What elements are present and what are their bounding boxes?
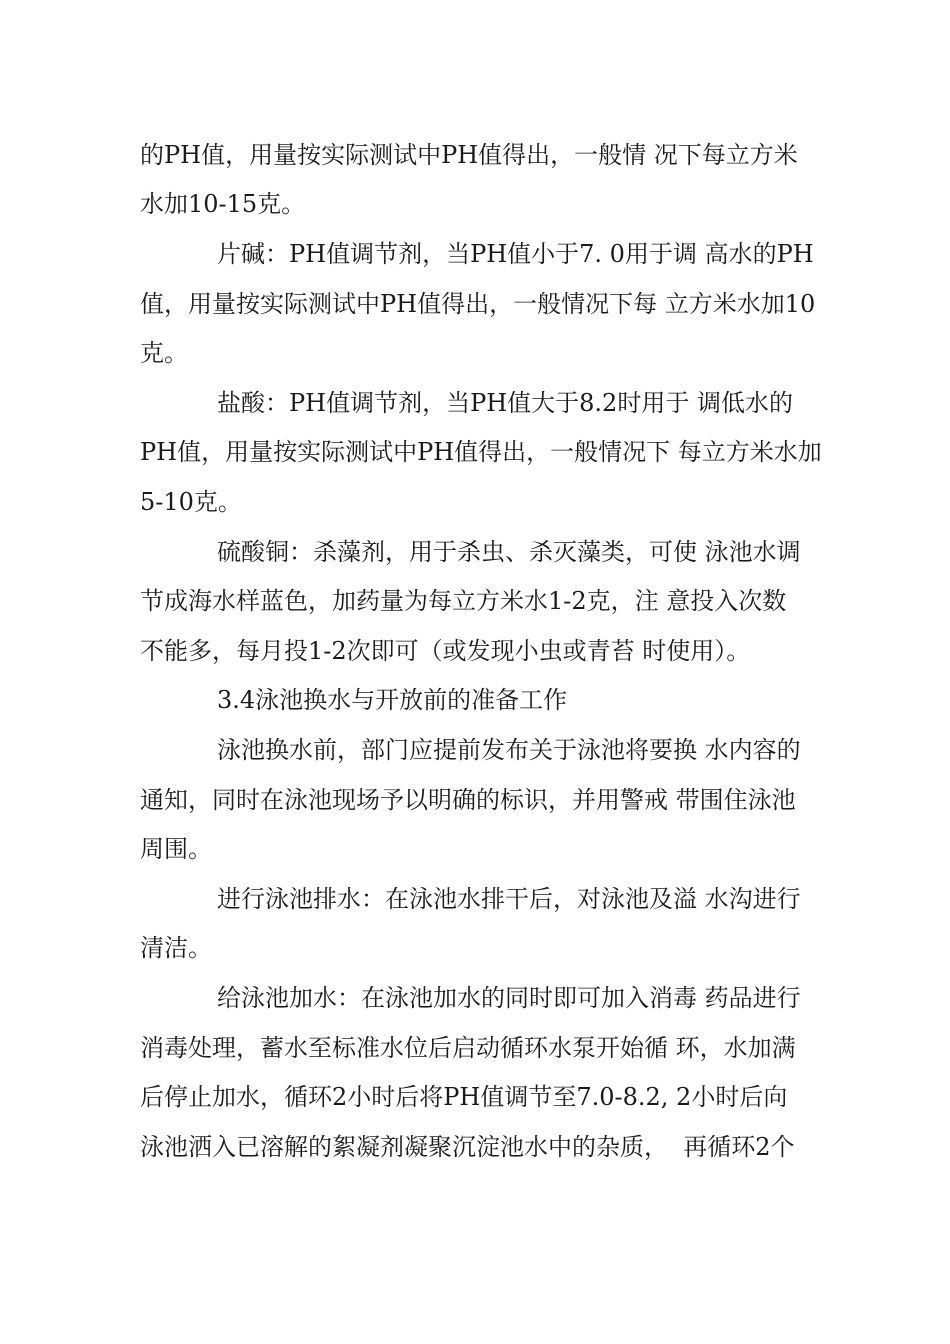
text-line: 后停止加水，循环2小时后将PH值调节至7.0-8.2, 2小时后向	[140, 1083, 788, 1111]
text-line: 给泳池加水：在泳池加水的同时即可加入消毒 药品进行	[217, 984, 801, 1012]
text-line: 进行泳池排水：在泳池水排干后，对泳池及溢 水沟进行	[217, 885, 801, 913]
text-line: 泳池换水前，部门应提前发布关于泳池将要换 水内容的	[217, 736, 801, 764]
text-line: 克。	[140, 339, 188, 367]
text-line: 周围。	[140, 835, 212, 863]
text-line: 节成海水样蓝色，加药量为每立方米水1-2克，注 意投入次数	[140, 587, 787, 615]
section-heading: 3.4泳池换水与开放前的准备工作	[217, 686, 568, 714]
text-line: 盐酸：PH值调节剂，当PH值大于8.2时用于 调低水的	[217, 389, 793, 417]
text-line: 不能多，每月投1-2次即可（或发现小虫或青苔 时使用）。	[140, 637, 751, 665]
text-line: 清洁。	[140, 934, 212, 962]
text-line: 片碱：PH值调节剂，当PH值小于7. 0用于调 高水的PH	[217, 240, 814, 268]
text-line: 泳池洒入已溶解的絮凝剂凝聚沉淀池水中的杂质， 再循环2个	[140, 1133, 795, 1161]
text-line: 5-10克。	[140, 488, 242, 516]
text-line: 的PH值，用量按实际测试中PH值得出，一般情 况下每立方米	[140, 141, 798, 169]
text-line: PH值，用量按实际测试中PH值得出，一般情况下 每立方米水加	[140, 438, 822, 466]
text-line: 水加10-15克。	[140, 190, 306, 218]
text-line: 消毒处理，蓄水至标准水位后启动循环水泵开始循 环，水加满	[140, 1034, 796, 1062]
text-line: 通知，同时在泳池现场予以明确的标识，并用警戒 带围住泳池	[140, 786, 796, 814]
text-line: 硫酸铜：杀藻剂，用于杀虫、杀灭藻类，可使 泳池水调	[217, 538, 801, 566]
text-line: 值，用量按实际测试中PH值得出，一般情况下每 立方米水加10	[140, 290, 816, 318]
